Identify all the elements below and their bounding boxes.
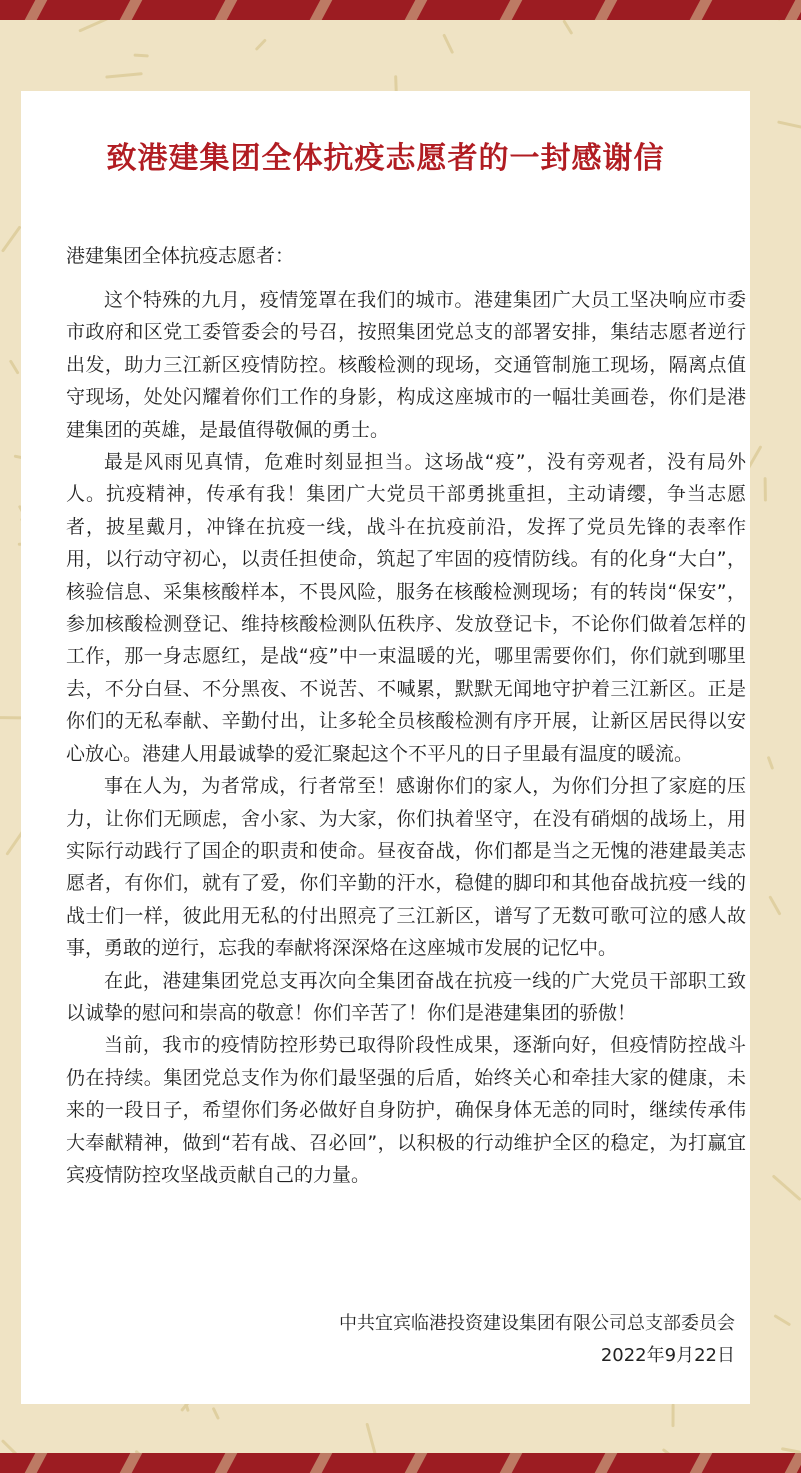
background-stroke (3, 228, 20, 251)
band-tick (500, 1453, 523, 1473)
band-tick (595, 0, 618, 20)
background-stroke (774, 1177, 800, 1200)
background-stroke (769, 758, 773, 768)
band-tick (595, 1453, 618, 1473)
letter-paragraph: 最是风雨见真情，危难时刻显担当。这场战“疫”，没有旁观者，没有局外人。抗疫精神，传承有我！集团广大党员干部勇挑重担，主动请缨，争当志愿者，披星戴月，冲锋在抗疫一线，战斗在抗疫前沿，发挥了党员先锋的表率作用，以行动守初心，以责任担使命，筑起了牢固的疫情防线。有的化身“大白”，核验信息、采集核酸样本，不畏风险，服务在核酸检测现场；有的转岗“保安”，参加核酸检测登记、维持核酸检测队伍秩序、发放登记卡，不论你们做着怎样的工作，那一身志愿红，是战“疫”中一束温暖的光，哪里需要你们，你们就到哪里去，不分白昼、不分黑夜、不说苦、不喊累，默默无闻地守护着三江新区。正是你们的无私奉献、辛勤付出，让多轮全员核酸检测有序开展，让新区居民得以安心放心。港建人用最诚挚的爱汇聚起这个不平凡的日子里最有温度的暖流。 (66, 451, 746, 765)
band-tick (215, 0, 238, 20)
letter-signature (339, 1308, 735, 1372)
signature-organization: 中共宜宾临港投资建设集团有限公司总支部委员会 (339, 1313, 735, 1334)
letter-salutation: 港建集团全体抗疫志愿者： (66, 245, 295, 267)
background-stroke (444, 36, 452, 53)
background-stroke (779, 122, 801, 129)
background-stroke (783, 1449, 800, 1452)
letter-paper (21, 91, 750, 1404)
band-tick (405, 1453, 428, 1473)
background-stroke (80, 19, 107, 31)
top-red-band (0, 0, 801, 20)
background-stroke (11, 361, 18, 372)
band-tick (785, 1453, 801, 1473)
background-stroke (776, 1316, 790, 1324)
background-stroke (564, 22, 571, 33)
band-tick (120, 1453, 143, 1473)
letter-paragraph: 这个特殊的九月，疫情笼罩在我们的城市。港建集团广大员工坚决响应市委市政府和区党工委管委会的号召，按照集团党总支的部署安排，集结志愿者逆行出发，助力三江新区疫情防控。核酸检测的现场，交通管制施工现场，隔离点值守现场，处处闪耀着你们工作的身影，构成这座城市的一幅壮美画卷，你们是港建集团的英雄，是最值得敬佩的勇士。 (66, 289, 746, 441)
background-stroke (214, 1409, 218, 1418)
bottom-red-band (0, 1453, 801, 1473)
band-tick (25, 0, 48, 20)
band-tick (690, 0, 713, 20)
background-stroke (770, 897, 779, 913)
band-tick (500, 0, 523, 20)
letter-paragraph: 事在人为，为者常成，行者常至！感谢你们的家人，为你们分担了家庭的压力，让你们无顾虑，舍小家、为大家，你们执着坚守，在没有硝烟的战场上，用实际行动践行了国企的职责和使命。昼夜奋战，你们都是当之无愧的港建最美志愿者，有你们，就有了爱，你们辛勤的汗水，稳健的脚印和其他奋战抗疫一线的战士们一样，彼此用无私的付出照亮了三江新区，谱写了无数可歌可泣的感人故事，勇敢的逆行，忘我的奉献将深深烙在这座城市发展的记忆中。 (66, 775, 746, 960)
background-stroke (107, 74, 141, 77)
band-tick (405, 0, 428, 20)
band-tick (215, 1453, 238, 1473)
letter-paragraph: 当前，我市的疫情防控形势已取得阶段性成果，逐渐向好，但疫情防控战斗仍在持续。集团党总支作为你们最坚强的后盾，始终关心和牵挂大家的健康，未来的一段日子，希望你们务必做好自身防护，确保身体无恙的同时，继续传承伟大奉献精神，做到“若有战、召必回”，以积极的行动维护全区的稳定，为打赢宜宾疫情防控攻坚战贡献自己的力量。 (66, 1034, 746, 1186)
band-tick (120, 0, 143, 20)
signature-date: 2022年9月22日 (600, 1345, 735, 1366)
band-tick (785, 0, 801, 20)
letter-title: 致港建集团全体抗疫志愿者的一封感谢信 (106, 141, 665, 176)
background-stroke (135, 55, 147, 56)
letter-paragraph: 在此，港建集团党总支再次向全集团奋战在抗疫一线的广大党员干部职工致以诚挚的慰问和崇高的敬意！你们辛苦了！你们是港建集团的骄傲！ (66, 969, 746, 1024)
band-tick (25, 1453, 48, 1473)
background-stroke (367, 1425, 376, 1457)
band-tick (310, 1453, 333, 1473)
background-stroke (257, 41, 265, 49)
band-tick (310, 0, 333, 20)
letter-body (66, 284, 746, 1191)
band-tick (690, 1453, 713, 1473)
